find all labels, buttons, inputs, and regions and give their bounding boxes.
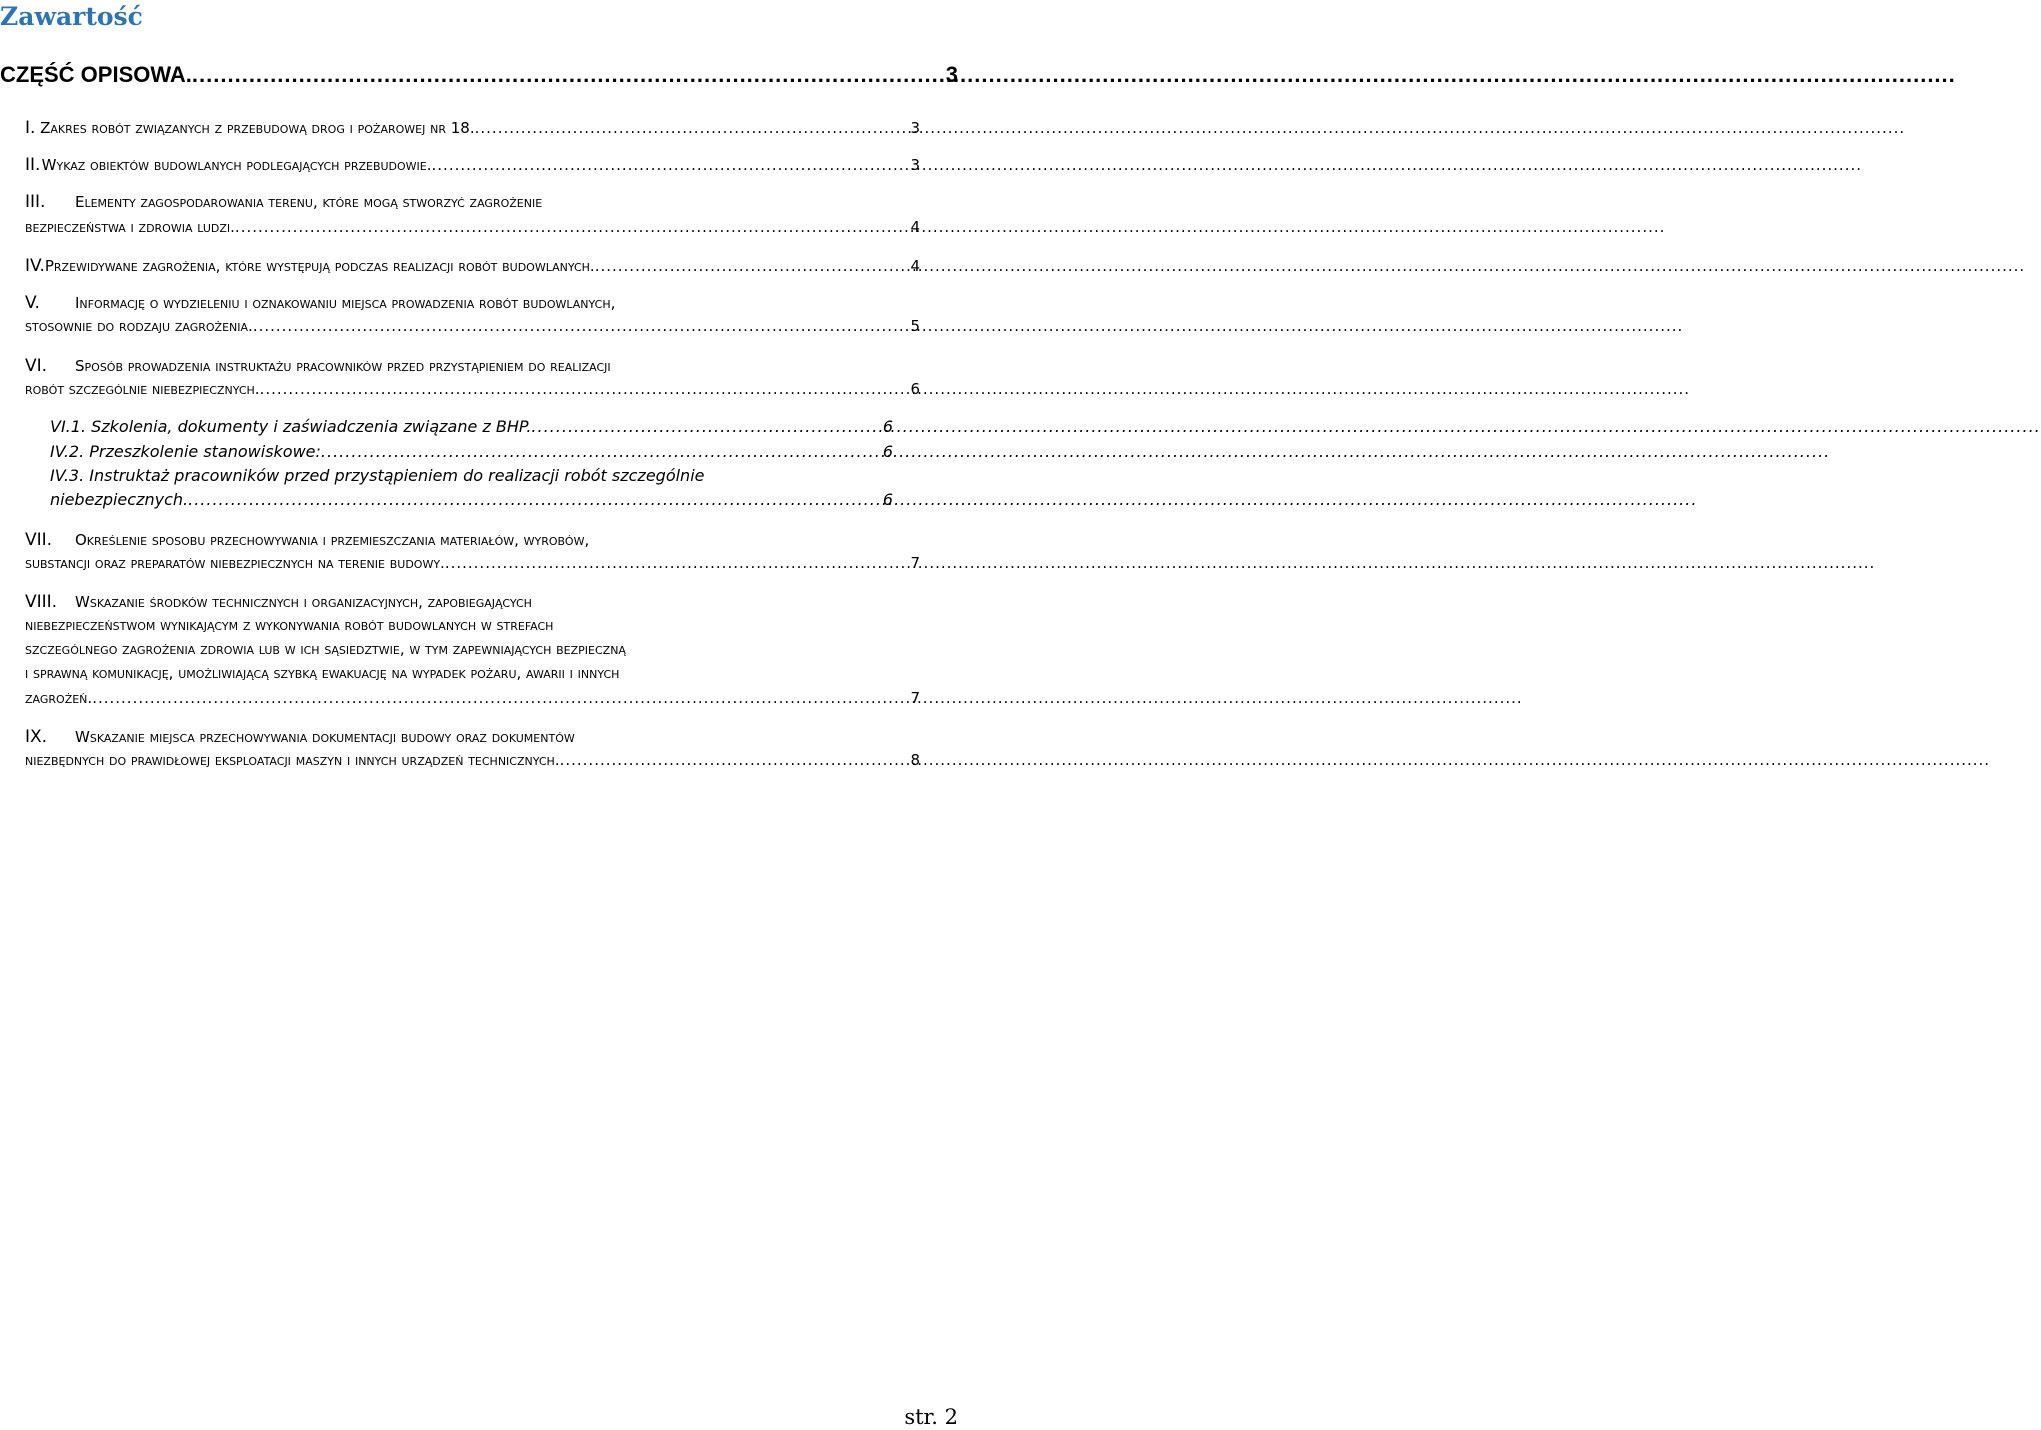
toc-entry-text: Wskazanie miejsca przechowywania dokumentacji budowy oraz dokumentów (75, 728, 575, 746)
toc-subentry-text: IV.2. Przeszkolenie stanowiskowe: (50, 442, 321, 461)
toc-entry-number: IV. (25, 256, 45, 276)
toc-entry-8-line1[interactable] (25, 592, 532, 612)
toc-entry-1[interactable] (25, 118, 920, 138)
toc-entry-text: Określenie sposobu przechowywania i przemieszczania materiałów, wyrobów, (75, 531, 590, 549)
toc-entry-number: VI. (25, 356, 48, 376)
toc-entry-number: III. (25, 192, 46, 212)
toc-entry-number: II. (25, 155, 41, 175)
toc-entry-8-line2[interactable]: niebezpieczeństwom wynikającym z wykonywania robót budowlanych w strefach (25, 616, 554, 634)
toc-entry-9-line1[interactable] (25, 727, 575, 747)
toc-page-number: 7 (910, 554, 920, 572)
toc-leader (432, 156, 908, 174)
toc-entry-5-line2[interactable] (25, 317, 920, 335)
toc-entry-number: V. (25, 293, 40, 313)
toc-leader (595, 257, 908, 275)
toc-subentry-1[interactable] (50, 417, 893, 436)
toc-entry-text: Wskazanie środków technicznych i organizacyjnych, zapobiegających (75, 593, 532, 611)
toc-entry-text: Elementy zagospodarowania terenu, które mogą stworzyć zagrożenie (75, 193, 543, 211)
toc-entry-text: Zakres robót związanych z przebudową drog i pożarowej nr 18. (40, 119, 475, 137)
toc-entry-8-line5[interactable] (25, 689, 920, 707)
toc-entry-number: VII. (25, 530, 53, 550)
toc-page-number: 7 (910, 689, 920, 707)
toc-subentry-text-continued: niebezpiecznych. (50, 490, 189, 509)
toc-entry-8-line3[interactable]: szczególnego zagrożenia zdrowia lub w ich sąsiedztwie, w tym zapewniających bezpieczną (25, 640, 626, 658)
toc-leader (92, 689, 907, 707)
toc-entry-9-line2[interactable] (25, 751, 920, 769)
toc-page-number: 3 (910, 156, 920, 174)
toc-page-number: 3 (910, 119, 920, 137)
toc-entry-text: Przewidywane zagrożenia, które występują podczas realizacji robót budowlanych. (44, 257, 595, 275)
toc-leader (321, 442, 880, 461)
toc-entry-text-continued: zagrożeń. (25, 689, 93, 707)
toc-entry-6-line1[interactable] (25, 356, 611, 376)
toc-entry-6-line2[interactable] (25, 380, 920, 398)
toc-page-number: 6 (882, 417, 893, 436)
toc-page-number: 3 (945, 62, 958, 87)
toc-leader (235, 218, 908, 236)
toc-entry-2[interactable] (25, 155, 920, 175)
toc-subentry-3-line1[interactable]: IV.3. Instruktaż pracowników przed przystąpieniem do realizacji robót szczególnie (50, 466, 705, 485)
toc-entry-3-line1[interactable] (25, 192, 542, 212)
toc-entry-text-continued: bezpieczeństwa i zdrowia ludzi. (25, 218, 235, 236)
toc-leader (445, 554, 908, 572)
toc-leader (560, 751, 908, 769)
toc-page-number: 6 (910, 380, 920, 398)
toc-entry-number: VIII. (25, 592, 58, 612)
toc-entry-7-line1[interactable] (25, 530, 589, 550)
toc-part-heading[interactable] (0, 62, 958, 88)
toc-entry-3-line2[interactable] (25, 218, 920, 236)
toc-entry-7-line2[interactable] (25, 554, 920, 572)
toc-subentry-3-line2[interactable] (50, 490, 893, 509)
toc-entry-number: I. (25, 118, 36, 138)
toc-page-number: 4 (910, 257, 920, 275)
toc-page-number: 8 (910, 751, 920, 769)
toc-page-number: 6 (882, 490, 893, 509)
toc-leader (531, 417, 879, 436)
toc-leader (188, 490, 880, 509)
toc-title: Zawartość (0, 2, 143, 31)
toc-entry-text-continued: substancji oraz preparatów niebezpiecznych na terenie budowy. (25, 554, 445, 572)
toc-entry-text: Informację o wydzieleniu i oznakowaniu miejsca prowadzenia robót budowlanych, (75, 294, 616, 312)
toc-leader (253, 317, 908, 335)
page-footer-number: str. 2 (904, 1405, 958, 1429)
toc-entry-text: Wykaz obiektów budowlanych podlegających przebudowie. (41, 156, 432, 174)
toc-page-number: 5 (910, 317, 920, 335)
toc-leader (475, 119, 908, 137)
toc-entry-text-continued: robót szczególnie niebezpiecznych. (25, 380, 260, 398)
toc-part-label: CZĘŚĆ OPISOWA. (0, 62, 192, 87)
toc-leader (192, 62, 943, 88)
toc-subentry-text: VI.1. Szkolenia, dokumenty i zaświadczenia związane z BHP. (50, 417, 532, 436)
toc-entry-number: IX. (25, 727, 48, 747)
toc-entry-4[interactable] (25, 256, 920, 276)
toc-subentry-2[interactable] (50, 442, 893, 461)
toc-entry-text-continued: stosownie do rodzaju zagrożenia. (25, 317, 253, 335)
toc-page-number: 4 (910, 218, 920, 236)
toc-entry-text-continued: niezbędnych do prawidłowej eksploatacji maszyn i innych urządzeń technicznych. (25, 751, 560, 769)
toc-leader (260, 380, 908, 398)
toc-entry-text: Sposób prowadzenia instruktażu pracowników przed przystąpieniem do realizacji (75, 357, 611, 375)
toc-entry-5-line1[interactable] (25, 293, 615, 313)
toc-page-number: 6 (882, 442, 893, 461)
toc-entry-8-line4[interactable]: i sprawną komunikację, umożliwiającą szybką ewakuację na wypadek pożaru, awarii i innych (25, 664, 620, 682)
